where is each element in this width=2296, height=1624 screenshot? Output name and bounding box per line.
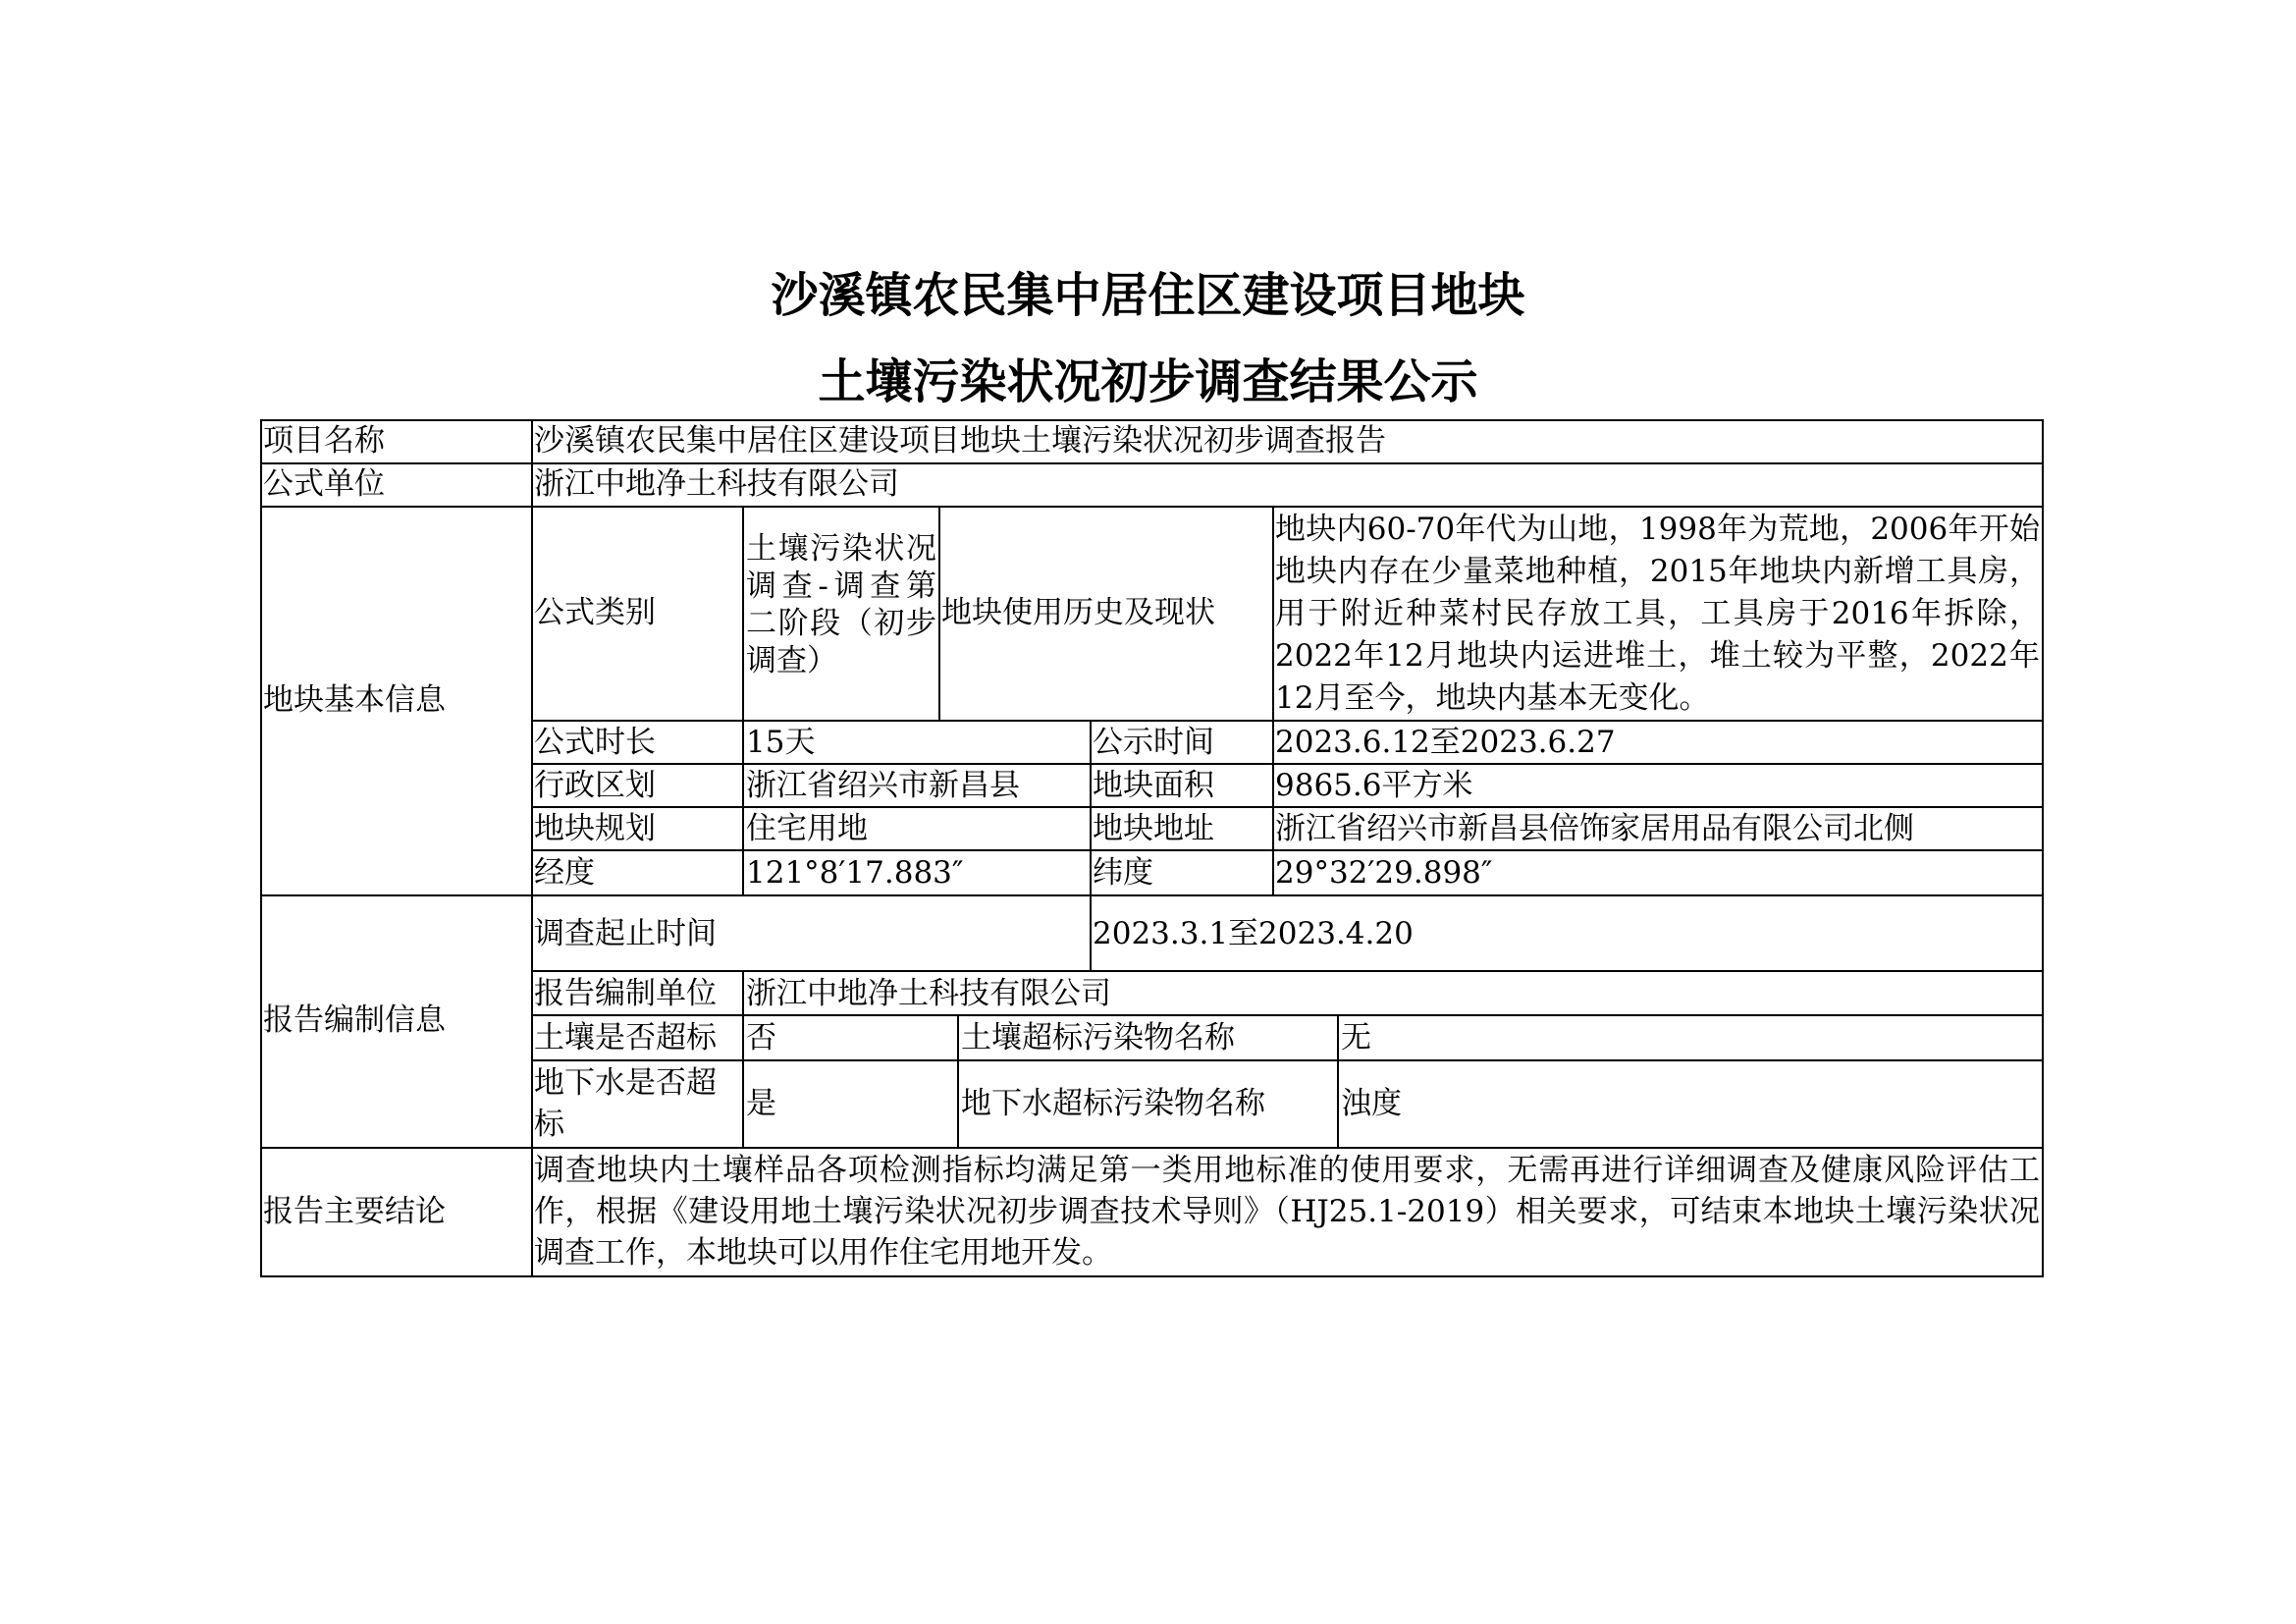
table-line <box>957 1014 959 1147</box>
address-value: 浙江省绍兴市新昌县倍饰家居用品有限公司北侧 <box>1275 811 1914 846</box>
pub-unit-value: 浙江中地净土科技有限公司 <box>534 466 899 502</box>
table-line <box>938 506 940 720</box>
table-line <box>531 1014 2044 1016</box>
table-line <box>260 894 2044 896</box>
pub-unit-label: 公式单位 <box>263 466 385 502</box>
table-line <box>531 419 533 1277</box>
conclusion-value: 调查地块内土壤样品各项检测指标均满足第一类用地标准的使用要求，无需再进行详细调查及健康风险评估工作，根据《建设用地土壤污染状况初步调查技术导则》（HJ25.1-2019）相关要求，可结束本地块土壤污染状况调查工作，本地块可以用作住宅用地开发。 <box>534 1153 2040 1271</box>
longitude-label: 经度 <box>534 855 595 891</box>
district-label: 行政区划 <box>534 768 656 803</box>
pub-time-value: 2023.6.12至2023.6.27 <box>1275 725 1616 760</box>
table-line <box>1272 506 1274 894</box>
conclusion-label: 报告主要结论 <box>263 1194 446 1229</box>
period-value: 2023.3.1至2023.4.20 <box>1093 916 1414 951</box>
area-value: 9865.6平方米 <box>1275 768 1473 803</box>
table-line <box>2042 419 2044 1277</box>
latitude-label: 纬度 <box>1093 855 1153 891</box>
duration-label: 公式时长 <box>534 725 656 760</box>
groundwater-exceed-value: 是 <box>746 1086 776 1121</box>
project-name-label: 项目名称 <box>263 423 385 459</box>
table-line <box>1090 894 1092 970</box>
table-line <box>260 1147 2044 1149</box>
report-unit-value: 浙江中地净土科技有限公司 <box>746 976 1111 1011</box>
basic-section-label: 地块基本信息 <box>263 682 446 718</box>
pub-type-label: 公式类别 <box>534 595 656 630</box>
soil-exceed-value: 否 <box>746 1020 776 1056</box>
report-unit-label: 报告编制单位 <box>534 976 717 1011</box>
groundwater-exceed-label: 地下水是否超标 <box>534 1065 717 1142</box>
project-name-value: 沙溪镇农民集中居住区建设项目地块土壤污染状况初步调查报告 <box>534 423 1386 459</box>
table-line <box>531 970 2044 972</box>
duration-value: 15天 <box>746 725 816 760</box>
address-label: 地块地址 <box>1093 811 1214 846</box>
table-line <box>531 1059 2044 1061</box>
history-label: 地块使用历史及现状 <box>941 595 1215 630</box>
soil-pollutant-value: 无 <box>1341 1020 1371 1056</box>
groundwater-pollutant-value: 浊度 <box>1341 1086 1402 1121</box>
plan-label: 地块规划 <box>534 811 656 846</box>
table-line <box>260 1275 2044 1277</box>
table-line <box>260 419 2044 421</box>
table-line <box>531 763 2044 765</box>
table-line <box>742 506 744 894</box>
table-line <box>260 419 262 1277</box>
pub-type-value: 土壤污染状况调查-调查第二阶段（初步调查） <box>746 531 936 678</box>
table-line <box>742 970 744 1147</box>
title-line-2: 土壤污染状况初步调查结果公示 <box>818 354 1478 409</box>
soil-exceed-label: 土壤是否超标 <box>534 1020 717 1056</box>
table-line <box>531 849 2044 851</box>
table-line <box>1090 720 1092 894</box>
latitude-value: 29°32′29.898″ <box>1275 855 1493 891</box>
table-line <box>260 506 2044 508</box>
table-line <box>531 806 2044 808</box>
groundwater-pollutant-label: 地下水超标污染物名称 <box>961 1086 1265 1121</box>
soil-pollutant-label: 土壤超标污染物名称 <box>961 1020 1235 1056</box>
table-line <box>260 462 2044 464</box>
report-section-label: 报告编制信息 <box>263 1002 446 1038</box>
title-line-1: 沙溪镇农民集中居住区建设项目地块 <box>771 268 1525 323</box>
period-label: 调查起止时间 <box>534 916 717 951</box>
plan-value: 住宅用地 <box>746 811 868 846</box>
history-value: 地块内60-70年代为山地，1998年为荒地，2006年开始地块内存在少量菜地种植，2015年地块内新增工具房，用于附近种菜村民存放工具，工具房于2016年拆除，2022年12月地块内运进堆土，堆土较为平整，2022年12月至今，地块内基本无变化。 <box>1275 512 2040 716</box>
table-line <box>531 720 2044 722</box>
table-line <box>1337 1014 1339 1147</box>
longitude-value: 121°8′17.883″ <box>746 855 964 891</box>
pub-time-label: 公示时间 <box>1093 725 1214 760</box>
district-value: 浙江省绍兴市新昌县 <box>746 768 1020 803</box>
area-label: 地块面积 <box>1093 768 1214 803</box>
